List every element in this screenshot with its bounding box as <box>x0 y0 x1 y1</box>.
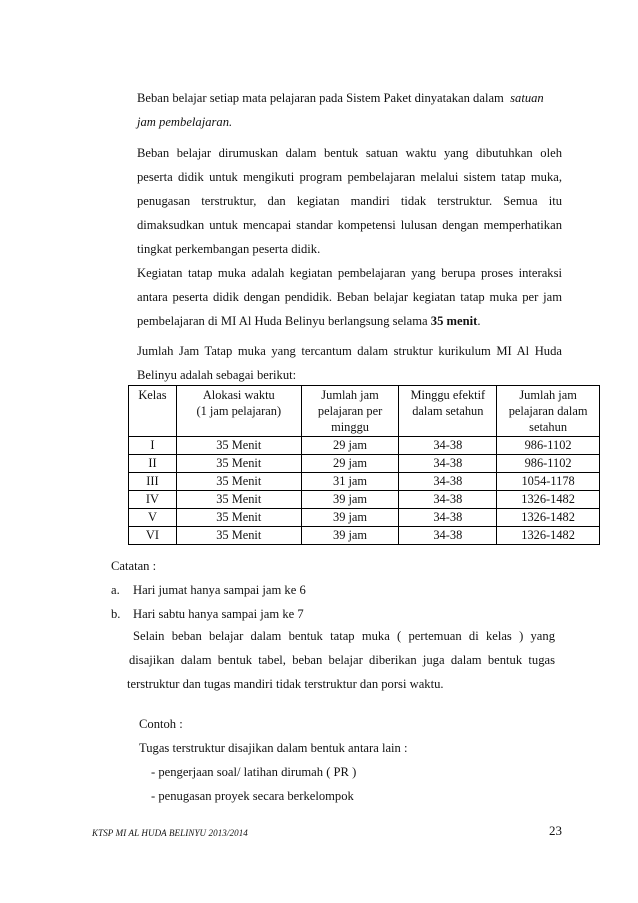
table-header-row <box>129 386 600 437</box>
para1-italic-jam-pembelajaran: jam pembelajaran. <box>137 115 233 129</box>
catatan-marker: b. <box>111 607 121 621</box>
para2-line: penugasan terstruktur, dan kegiatan mandiri tidak terstruktur. Semua itu <box>137 194 562 208</box>
paragraph-selain-beban <box>127 624 555 696</box>
jam-tatap-muka-table <box>128 385 600 545</box>
header-line: setahun <box>529 420 568 434</box>
header-line: Minggu efektif <box>410 388 486 402</box>
para5-line: terstruktur dan tugas mandiri tidak terstruktur dan porsi waktu. <box>127 677 444 691</box>
table-row <box>129 527 600 545</box>
cell-kelas: III <box>129 473 177 491</box>
cell-kelas: VI <box>129 527 177 545</box>
cell-jam-setahun: 1054-1178 <box>497 473 600 491</box>
para3-line3-text: pembelajaran di MI Al Huda Belinyu berlangsung selama <box>137 314 431 328</box>
paragraph-kegiatan-tatap-muka <box>137 261 562 333</box>
table-row <box>129 473 600 491</box>
header-jumlah-jam-per-minggu <box>301 386 399 437</box>
header-line: Alokasi waktu <box>202 388 275 402</box>
cell-jam-setahun: 1326-1482 <box>497 509 600 527</box>
para1-line1 <box>137 86 567 110</box>
table-row <box>129 491 600 509</box>
para1-italic-satuan: satuan <box>510 91 544 105</box>
cell-jam-minggu: 29 jam <box>301 437 399 455</box>
header-line: Kelas <box>138 388 167 402</box>
cell-minggu-efektif: 34-38 <box>399 491 497 509</box>
header-line: pelajaran per <box>317 404 383 418</box>
para1-lead-text: Beban belajar setiap mata pelajaran pada Sistem Paket dinyatakan dalam <box>137 91 504 105</box>
para3-line3-end: . <box>477 314 481 328</box>
para3-line: antara peserta didik dengan pendidik. Beban belajar kegiatan tatap muka per jam <box>137 290 562 304</box>
para1-line2 <box>137 110 567 134</box>
catatan-item <box>111 602 551 626</box>
header-line: minggu <box>331 420 369 434</box>
para2-line: tingkat perkembangan peserta didik. <box>137 242 321 256</box>
paragraph-jumlah-jam <box>137 339 562 387</box>
para3-line: Kegiatan tatap muka adalah kegiatan pembelajaran yang berupa proses interaksi <box>137 266 562 280</box>
table-row <box>129 455 600 473</box>
catatan-title: Catatan : <box>111 559 157 573</box>
table-row <box>129 437 600 455</box>
header-line: Jumlah jam <box>519 388 577 402</box>
page-number: 23 <box>549 823 562 838</box>
cell-minggu-efektif: 34-38 <box>399 509 497 527</box>
cell-kelas: I <box>129 437 177 455</box>
catatan-section <box>111 554 551 626</box>
cell-jam-setahun: 1326-1482 <box>497 491 600 509</box>
paragraph-dirumuskan <box>137 141 562 261</box>
catatan-marker: a. <box>111 583 120 597</box>
cell-jam-minggu: 39 jam <box>301 527 399 545</box>
header-line: Jumlah jam <box>321 388 379 402</box>
contoh-section <box>139 712 559 808</box>
para3-line <box>137 309 562 333</box>
header-minggu-efektif <box>399 386 497 437</box>
table-row <box>129 509 600 527</box>
cell-minggu-efektif: 34-38 <box>399 455 497 473</box>
cell-alokasi: 35 Menit <box>176 455 301 473</box>
catatan-text: Hari sabtu hanya sampai jam ke 7 <box>133 607 304 621</box>
header-line: dalam setahun <box>412 404 484 418</box>
header-jumlah-jam-setahun <box>497 386 600 437</box>
cell-alokasi: 35 Menit <box>176 491 301 509</box>
para2-line: dimaksudkan untuk mencapai standar kompetensi lulusan dengan memperhatikan <box>137 218 562 232</box>
para2-line: peserta didik untuk mengikuti program pembelajaran melalui sistem tatap muka, <box>137 170 562 184</box>
cell-alokasi: 35 Menit <box>176 509 301 527</box>
cell-jam-minggu: 39 jam <box>301 491 399 509</box>
para2-line: Beban belajar dirumuskan dalam bentuk satuan waktu yang dibutuhkan oleh <box>137 146 562 160</box>
cell-jam-setahun: 1326-1482 <box>497 527 600 545</box>
cell-alokasi: 35 Menit <box>176 437 301 455</box>
paragraph-beban-belajar-intro <box>137 86 567 134</box>
para3-bold-35-menit: 35 menit <box>430 314 478 328</box>
contoh-item: - penugasan proyek secara berkelompok <box>151 789 354 803</box>
catatan-item <box>111 578 551 602</box>
para4-line: Belinyu adalah sebagai berikut: <box>137 368 297 382</box>
footer-document-title: KTSP MI AL HUDA BELINYU 2013/2014 <box>92 828 248 838</box>
cell-kelas: II <box>129 455 177 473</box>
cell-minggu-efektif: 34-38 <box>399 437 497 455</box>
cell-jam-setahun: 986-1102 <box>497 437 600 455</box>
header-kelas <box>129 386 177 437</box>
cell-jam-minggu: 29 jam <box>301 455 399 473</box>
cell-jam-setahun: 986-1102 <box>497 455 600 473</box>
para5-line: Selain beban belajar dalam bentuk tatap muka ( pertemuan di kelas ) yang <box>133 629 555 643</box>
cell-jam-minggu: 39 jam <box>301 509 399 527</box>
cell-alokasi: 35 Menit <box>176 473 301 491</box>
cell-kelas: IV <box>129 491 177 509</box>
cell-minggu-efektif: 34-38 <box>399 473 497 491</box>
contoh-item: - pengerjaan soal/ latihan dirumah ( PR ) <box>151 765 357 779</box>
header-line: pelajaran dalam <box>508 404 588 418</box>
header-line: (1 jam pelajaran) <box>196 404 282 418</box>
cell-alokasi: 35 Menit <box>176 527 301 545</box>
cell-minggu-efektif: 34-38 <box>399 527 497 545</box>
catatan-text: Hari jumat hanya sampai jam ke 6 <box>133 583 306 597</box>
contoh-intro: Tugas terstruktur disajikan dalam bentuk antara lain : <box>139 741 408 755</box>
cell-jam-minggu: 31 jam <box>301 473 399 491</box>
para4-line: Jumlah Jam Tatap muka yang tercantum dalam struktur kurikulum MI Al Huda <box>137 344 562 358</box>
header-alokasi-waktu <box>176 386 301 437</box>
cell-kelas: V <box>129 509 177 527</box>
para5-line: disajikan dalam bentuk tabel, beban belajar diberikan juga dalam bentuk tugas <box>129 653 555 667</box>
contoh-title: Contoh : <box>139 717 183 731</box>
